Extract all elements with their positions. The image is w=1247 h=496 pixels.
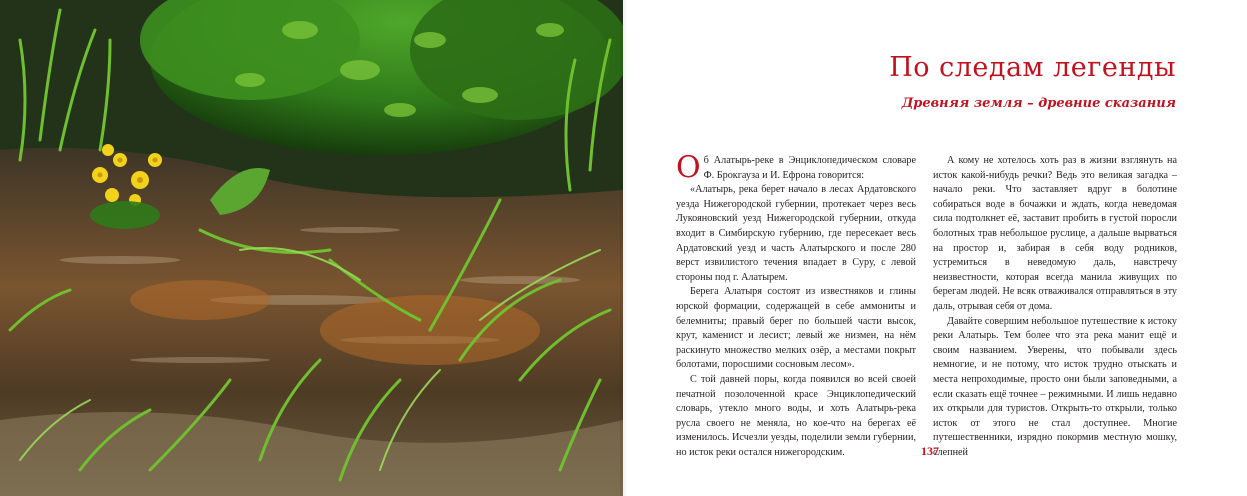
paragraph: Берега Алатыря состоят из известняков и глины юрской формации, содержащей в себе аммониты и белемниты; правый берег по большей части высок, крут, каменист и лесист; левый же низмен, на нём раскинуто множество мелких озёр, а местами покрыт болотами, поросшими сосновым лесом».: [676, 286, 916, 371]
paragraph-text: б Алатырь-реке в Энциклопедическом словаре Ф. Брокгауза и И. Ефрона говорится:: [703, 155, 916, 181]
paragraph: «Алатырь, река берет начало в лесах Ардатовского уезда Нижегородской губернии, протекает через весь Лукояновский уезд Нижегородской губернии, откуда входит в Симбирскую губернию, где пересекает весь Ардатовский уезд и часть Алатырского и после 280 верст извилистого течения впадает в Суру, с левой стороны под г. Алатырем.: [676, 184, 916, 283]
text-column-1: [676, 150, 916, 458]
page-gutter: [620, 0, 628, 496]
stream-photo-illustration: [0, 0, 623, 496]
chapter-title: По следам легенды: [889, 52, 1176, 83]
paragraph: [676, 150, 916, 185]
text-column-2: [933, 154, 1177, 458]
drop-cap: О: [676, 150, 701, 185]
paragraph: С той давней поры, когда появился во всей своей печатной позолоченной красе Энциклопедический словарь, утекло много воды, и хоть Алатырь-река русла своего не меняла, но кое-что на берегах её изменилось. Исчезли уезды, поделили земли губернии, но исток реки остался нижегородским.: [676, 373, 916, 458]
paragraph: А кому не хотелось хоть раз в жизни взглянуть на исток какой-нибудь речки? Ведь это великая загадка – начало реки. Что заставляет вдруг в болотине собираться воде в бочажки и ждать, когда неведомая сила подтолкнет её, заставит пробить в густой поросли болотных трав небольшое руслице, а дальше вырваться на простор и, забирая в себя воду родников, устремиться в неведомую даль, навстречу неизвестности, которая всегда манила живущих по берегам людей. Не всяк отваживался отправляться в эту даль, отрывая себя от дома.: [933, 155, 1177, 312]
stream-photo: [0, 0, 623, 496]
chapter-subtitle: Древняя земля – древние сказания: [901, 96, 1176, 111]
paragraph: Давайте совершим небольшое путешествие к истоку реки Алатырь. Тем более что эта река манит ещё и своим названием. Уверены, что побывали здесь немногие, и не потому, что исток трудно отыскать и места непроходимые, просто они были заповедными, а если сказать ещё точнее – режимными. И лишь недавно их открыли для туристов. Открыть-то открыли, только исток от этого не стал доступнее. Многие путешественники, изрядно покормив местную мошку, слепней: [933, 315, 1177, 458]
page-number: 137: [921, 444, 939, 458]
